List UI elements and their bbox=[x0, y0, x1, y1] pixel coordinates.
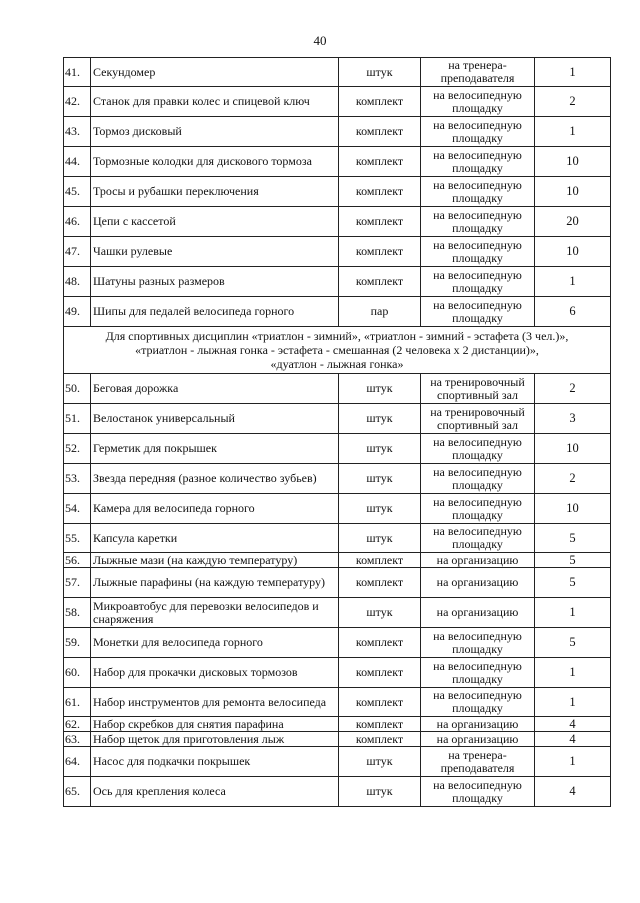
table-row bbox=[64, 207, 611, 237]
section-header-line-1: Для спортивных дисциплин «триатлон - зимний», «триатлон - зимний - эстафета (3 чел.)», bbox=[105, 329, 569, 343]
item-name-cell: Тросы и рубашки переключения bbox=[91, 177, 339, 207]
section-header-line-3: «дуатлон - лыжная гонка» bbox=[270, 357, 404, 371]
row-number-cell: 60. bbox=[64, 658, 91, 688]
allocation-cell: на велосипедную площадку bbox=[421, 267, 535, 297]
unit-of-measure-cell: пар bbox=[339, 297, 421, 327]
quantity-cell: 4 bbox=[535, 732, 611, 747]
row-number-cell: 50. bbox=[64, 374, 91, 404]
allocation-cell: на велосипедную площадку bbox=[421, 177, 535, 207]
quantity-cell: 10 bbox=[535, 177, 611, 207]
allocation-cell: на велосипедную площадку bbox=[421, 464, 535, 494]
row-number-cell: 65. bbox=[64, 777, 91, 807]
unit-of-measure-cell: штук bbox=[339, 58, 421, 87]
quantity-cell: 1 bbox=[535, 117, 611, 147]
row-number-cell: 51. bbox=[64, 404, 91, 434]
unit-of-measure-cell: комплект bbox=[339, 147, 421, 177]
table-row bbox=[64, 628, 611, 658]
allocation-cell: на велосипедную площадку bbox=[421, 87, 535, 117]
item-name-cell: Набор инструментов для ремонта велосипеда bbox=[91, 688, 339, 717]
allocation-cell: на велосипедную площадку bbox=[421, 434, 535, 464]
unit-of-measure-cell: штук bbox=[339, 494, 421, 524]
row-number-cell: 53. bbox=[64, 464, 91, 494]
row-number-cell: 47. bbox=[64, 237, 91, 267]
item-name-cell: Тормозные колодки для дискового тормоза bbox=[91, 147, 339, 177]
unit-of-measure-cell: штук bbox=[339, 598, 421, 628]
unit-of-measure-cell: штук bbox=[339, 747, 421, 777]
table-row bbox=[64, 434, 611, 464]
table-row bbox=[64, 777, 611, 807]
unit-of-measure-cell: комплект bbox=[339, 87, 421, 117]
table-row bbox=[64, 404, 611, 434]
allocation-cell: на велосипедную площадку bbox=[421, 207, 535, 237]
allocation-cell: на велосипедную площадку bbox=[421, 688, 535, 717]
unit-of-measure-cell: штук bbox=[339, 434, 421, 464]
allocation-cell: на велосипедную площадку bbox=[421, 524, 535, 553]
allocation-cell: на тренера-преподавателя bbox=[421, 58, 535, 87]
unit-of-measure-cell: комплект bbox=[339, 628, 421, 658]
allocation-cell: на велосипедную площадку bbox=[421, 147, 535, 177]
quantity-cell: 3 bbox=[535, 404, 611, 434]
quantity-cell: 1 bbox=[535, 658, 611, 688]
quantity-cell: 1 bbox=[535, 598, 611, 628]
quantity-cell: 10 bbox=[535, 494, 611, 524]
row-number-cell: 48. bbox=[64, 267, 91, 297]
allocation-cell: на велосипедную площадку bbox=[421, 237, 535, 267]
item-name-cell: Станок для правки колес и спицевой ключ bbox=[91, 87, 339, 117]
quantity-cell: 5 bbox=[535, 524, 611, 553]
equipment-table bbox=[63, 57, 611, 807]
row-number-cell: 45. bbox=[64, 177, 91, 207]
quantity-cell: 2 bbox=[535, 374, 611, 404]
unit-of-measure-cell: комплект bbox=[339, 568, 421, 598]
table-row bbox=[64, 374, 611, 404]
quantity-cell: 4 bbox=[535, 717, 611, 732]
unit-of-measure-cell: комплект bbox=[339, 732, 421, 747]
item-name-cell: Монетки для велосипеда горного bbox=[91, 628, 339, 658]
row-number-cell: 46. bbox=[64, 207, 91, 237]
equipment-rows-part-2 bbox=[64, 374, 611, 807]
unit-of-measure-cell: штук bbox=[339, 404, 421, 434]
table-row bbox=[64, 732, 611, 747]
unit-of-measure-cell: комплект bbox=[339, 658, 421, 688]
item-name-cell: Капсула каретки bbox=[91, 524, 339, 553]
item-name-cell: Набор щеток для приготовления лыж bbox=[91, 732, 339, 747]
unit-of-measure-cell: комплект bbox=[339, 117, 421, 147]
quantity-cell: 2 bbox=[535, 464, 611, 494]
item-name-cell: Велостанок универсальный bbox=[91, 404, 339, 434]
item-name-cell: Набор для прокачки дисковых тормозов bbox=[91, 658, 339, 688]
item-name-cell: Тормоз дисковый bbox=[91, 117, 339, 147]
row-number-cell: 58. bbox=[64, 598, 91, 628]
item-name-cell: Камера для велосипеда горного bbox=[91, 494, 339, 524]
table-row bbox=[64, 524, 611, 553]
allocation-cell: на велосипедную площадку bbox=[421, 628, 535, 658]
allocation-cell: на велосипедную площадку bbox=[421, 117, 535, 147]
row-number-cell: 52. bbox=[64, 434, 91, 464]
allocation-cell: на организацию bbox=[421, 732, 535, 747]
unit-of-measure-cell: комплект bbox=[339, 177, 421, 207]
equipment-rows-part-1 bbox=[64, 58, 611, 327]
item-name-cell: Цепи с кассетой bbox=[91, 207, 339, 237]
quantity-cell: 6 bbox=[535, 297, 611, 327]
item-name-cell: Лыжные мази (на каждую температуру) bbox=[91, 553, 339, 568]
quantity-cell: 1 bbox=[535, 688, 611, 717]
table-row bbox=[64, 237, 611, 267]
section-header-line-2: «триатлон - лыжная гонка - эстафета - смешанная (2 человека х 2 дистанции)», bbox=[135, 343, 539, 357]
table-row bbox=[64, 717, 611, 732]
unit-of-measure-cell: комплект bbox=[339, 267, 421, 297]
allocation-cell: на организацию bbox=[421, 717, 535, 732]
unit-of-measure-cell: комплект bbox=[339, 237, 421, 267]
table-row bbox=[64, 658, 611, 688]
row-number-cell: 55. bbox=[64, 524, 91, 553]
unit-of-measure-cell: комплект bbox=[339, 688, 421, 717]
allocation-cell: на тренировочный спортивный зал bbox=[421, 404, 535, 434]
table-row bbox=[64, 598, 611, 628]
allocation-cell: на велосипедную площадку bbox=[421, 297, 535, 327]
quantity-cell: 1 bbox=[535, 267, 611, 297]
row-number-cell: 43. bbox=[64, 117, 91, 147]
row-number-cell: 64. bbox=[64, 747, 91, 777]
allocation-cell: на тренировочный спортивный зал bbox=[421, 374, 535, 404]
item-name-cell: Ось для крепления колеса bbox=[91, 777, 339, 807]
unit-of-measure-cell: комплект bbox=[339, 207, 421, 237]
item-name-cell: Микроавтобус для перевозки велосипедов и снаряжения bbox=[91, 598, 339, 628]
unit-of-measure-cell: штук bbox=[339, 464, 421, 494]
item-name-cell: Лыжные парафины (на каждую температуру) bbox=[91, 568, 339, 598]
item-name-cell: Шипы для педалей велосипеда горного bbox=[91, 297, 339, 327]
table-row bbox=[64, 147, 611, 177]
quantity-cell: 5 bbox=[535, 628, 611, 658]
item-name-cell: Герметик для покрышек bbox=[91, 434, 339, 464]
item-name-cell: Секундомер bbox=[91, 58, 339, 87]
table-row bbox=[64, 297, 611, 327]
row-number-cell: 56. bbox=[64, 553, 91, 568]
table-row bbox=[64, 688, 611, 717]
quantity-cell: 1 bbox=[535, 747, 611, 777]
table-row bbox=[64, 58, 611, 87]
quantity-cell: 2 bbox=[535, 87, 611, 117]
quantity-cell: 1 bbox=[535, 58, 611, 87]
item-name-cell: Беговая дорожка bbox=[91, 374, 339, 404]
unit-of-measure-cell: штук bbox=[339, 524, 421, 553]
table-row bbox=[64, 494, 611, 524]
allocation-cell: на велосипедную площадку bbox=[421, 777, 535, 807]
table-row bbox=[64, 747, 611, 777]
unit-of-measure-cell: комплект bbox=[339, 553, 421, 568]
table-row bbox=[64, 553, 611, 568]
table-row bbox=[64, 267, 611, 297]
unit-of-measure-cell: штук bbox=[339, 374, 421, 404]
row-number-cell: 57. bbox=[64, 568, 91, 598]
row-number-cell: 41. bbox=[64, 58, 91, 87]
quantity-cell: 10 bbox=[535, 237, 611, 267]
table-row bbox=[64, 117, 611, 147]
page-number: 40 bbox=[313, 33, 327, 48]
allocation-cell: на велосипедную площадку bbox=[421, 658, 535, 688]
quantity-cell: 5 bbox=[535, 553, 611, 568]
allocation-cell: на организацию bbox=[421, 568, 535, 598]
item-name-cell: Звезда передняя (разное количество зубьев) bbox=[91, 464, 339, 494]
table-row bbox=[64, 464, 611, 494]
section-header-group bbox=[64, 327, 611, 374]
row-number-cell: 63. bbox=[64, 732, 91, 747]
item-name-cell: Набор скребков для снятия парафина bbox=[91, 717, 339, 732]
quantity-cell: 4 bbox=[535, 777, 611, 807]
section-header-row bbox=[64, 327, 611, 374]
allocation-cell: на организацию bbox=[421, 553, 535, 568]
row-number-cell: 54. bbox=[64, 494, 91, 524]
quantity-cell: 20 bbox=[535, 207, 611, 237]
table-row bbox=[64, 87, 611, 117]
item-name-cell: Насос для подкачки покрышек bbox=[91, 747, 339, 777]
allocation-cell: на организацию bbox=[421, 598, 535, 628]
table-row bbox=[64, 177, 611, 207]
row-number-cell: 42. bbox=[64, 87, 91, 117]
quantity-cell: 10 bbox=[535, 147, 611, 177]
row-number-cell: 44. bbox=[64, 147, 91, 177]
allocation-cell: на тренера-преподавателя bbox=[421, 747, 535, 777]
table-row bbox=[64, 568, 611, 598]
unit-of-measure-cell: комплект bbox=[339, 717, 421, 732]
unit-of-measure-cell: штук bbox=[339, 777, 421, 807]
row-number-cell: 59. bbox=[64, 628, 91, 658]
row-number-cell: 49. bbox=[64, 297, 91, 327]
item-name-cell: Чашки рулевые bbox=[91, 237, 339, 267]
quantity-cell: 10 bbox=[535, 434, 611, 464]
section-header bbox=[64, 327, 611, 374]
item-name-cell: Шатуны разных размеров bbox=[91, 267, 339, 297]
row-number-cell: 61. bbox=[64, 688, 91, 717]
quantity-cell: 5 bbox=[535, 568, 611, 598]
row-number-cell: 62. bbox=[64, 717, 91, 732]
allocation-cell: на велосипедную площадку bbox=[421, 494, 535, 524]
